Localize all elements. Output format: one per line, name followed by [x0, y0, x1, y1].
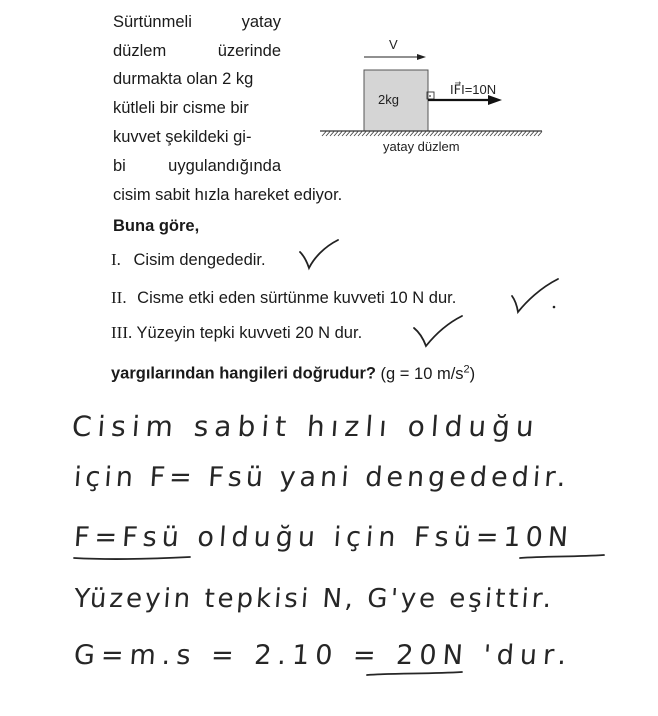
word: kütleli bir cisme bir [113, 99, 249, 117]
word: kuvvet şekildeki gi- [113, 128, 252, 146]
option-text: Cisme etki eden sürtünme kuvveti 10 N dur. [137, 289, 457, 307]
g-value: (g = 10 m/s [380, 364, 464, 383]
option-text: Yüzeyin tepki kuvveti 20 N dur. [136, 324, 363, 342]
force-label: IF⃗I=10N [450, 82, 497, 97]
handwritten-line-4: Yüzeyin tepkisi N, G'ye eşittir. [72, 584, 556, 614]
question-line-7: cisim sabit hızla hareket ediyor. [113, 186, 343, 204]
mass-label: 2kg [378, 92, 399, 107]
word: düzlem [113, 42, 167, 60]
handwritten-line-2: için F= Fsü yani dengededir. [72, 462, 571, 493]
word: uygulandığında [168, 157, 281, 175]
underline-10n [520, 555, 604, 558]
underline-f-fsu [74, 557, 190, 559]
handwritten-line-5: G=m.s = 2.10 = 20N 'dur. [72, 640, 574, 671]
final-bold: yargılarından hangileri doğrudur? [111, 364, 376, 383]
option-number: III. [111, 323, 133, 342]
velocity-label: V [389, 37, 398, 52]
surface-label: yatay düzlem [383, 139, 460, 154]
underline-20n [367, 672, 462, 675]
g-exponent: 2 [463, 363, 470, 375]
option-number: I. [111, 250, 121, 269]
handwritten-line-1: Cisim sabit hızlı olduğu [70, 410, 541, 443]
word: üzerinde [217, 42, 281, 60]
option-text: Cisim dengededir. [133, 251, 266, 269]
g-close: ) [469, 364, 476, 383]
word: yatay [241, 13, 281, 31]
word: Sürtünmeli [113, 13, 192, 31]
word: bi [113, 157, 126, 175]
question-prompt: Buna göre, [113, 217, 200, 235]
word: durmakta olan 2 kg [113, 70, 254, 88]
handwritten-line-3: F=Fsü olduğu için Fsü=10N [72, 522, 575, 553]
option-number: II. [111, 288, 127, 307]
